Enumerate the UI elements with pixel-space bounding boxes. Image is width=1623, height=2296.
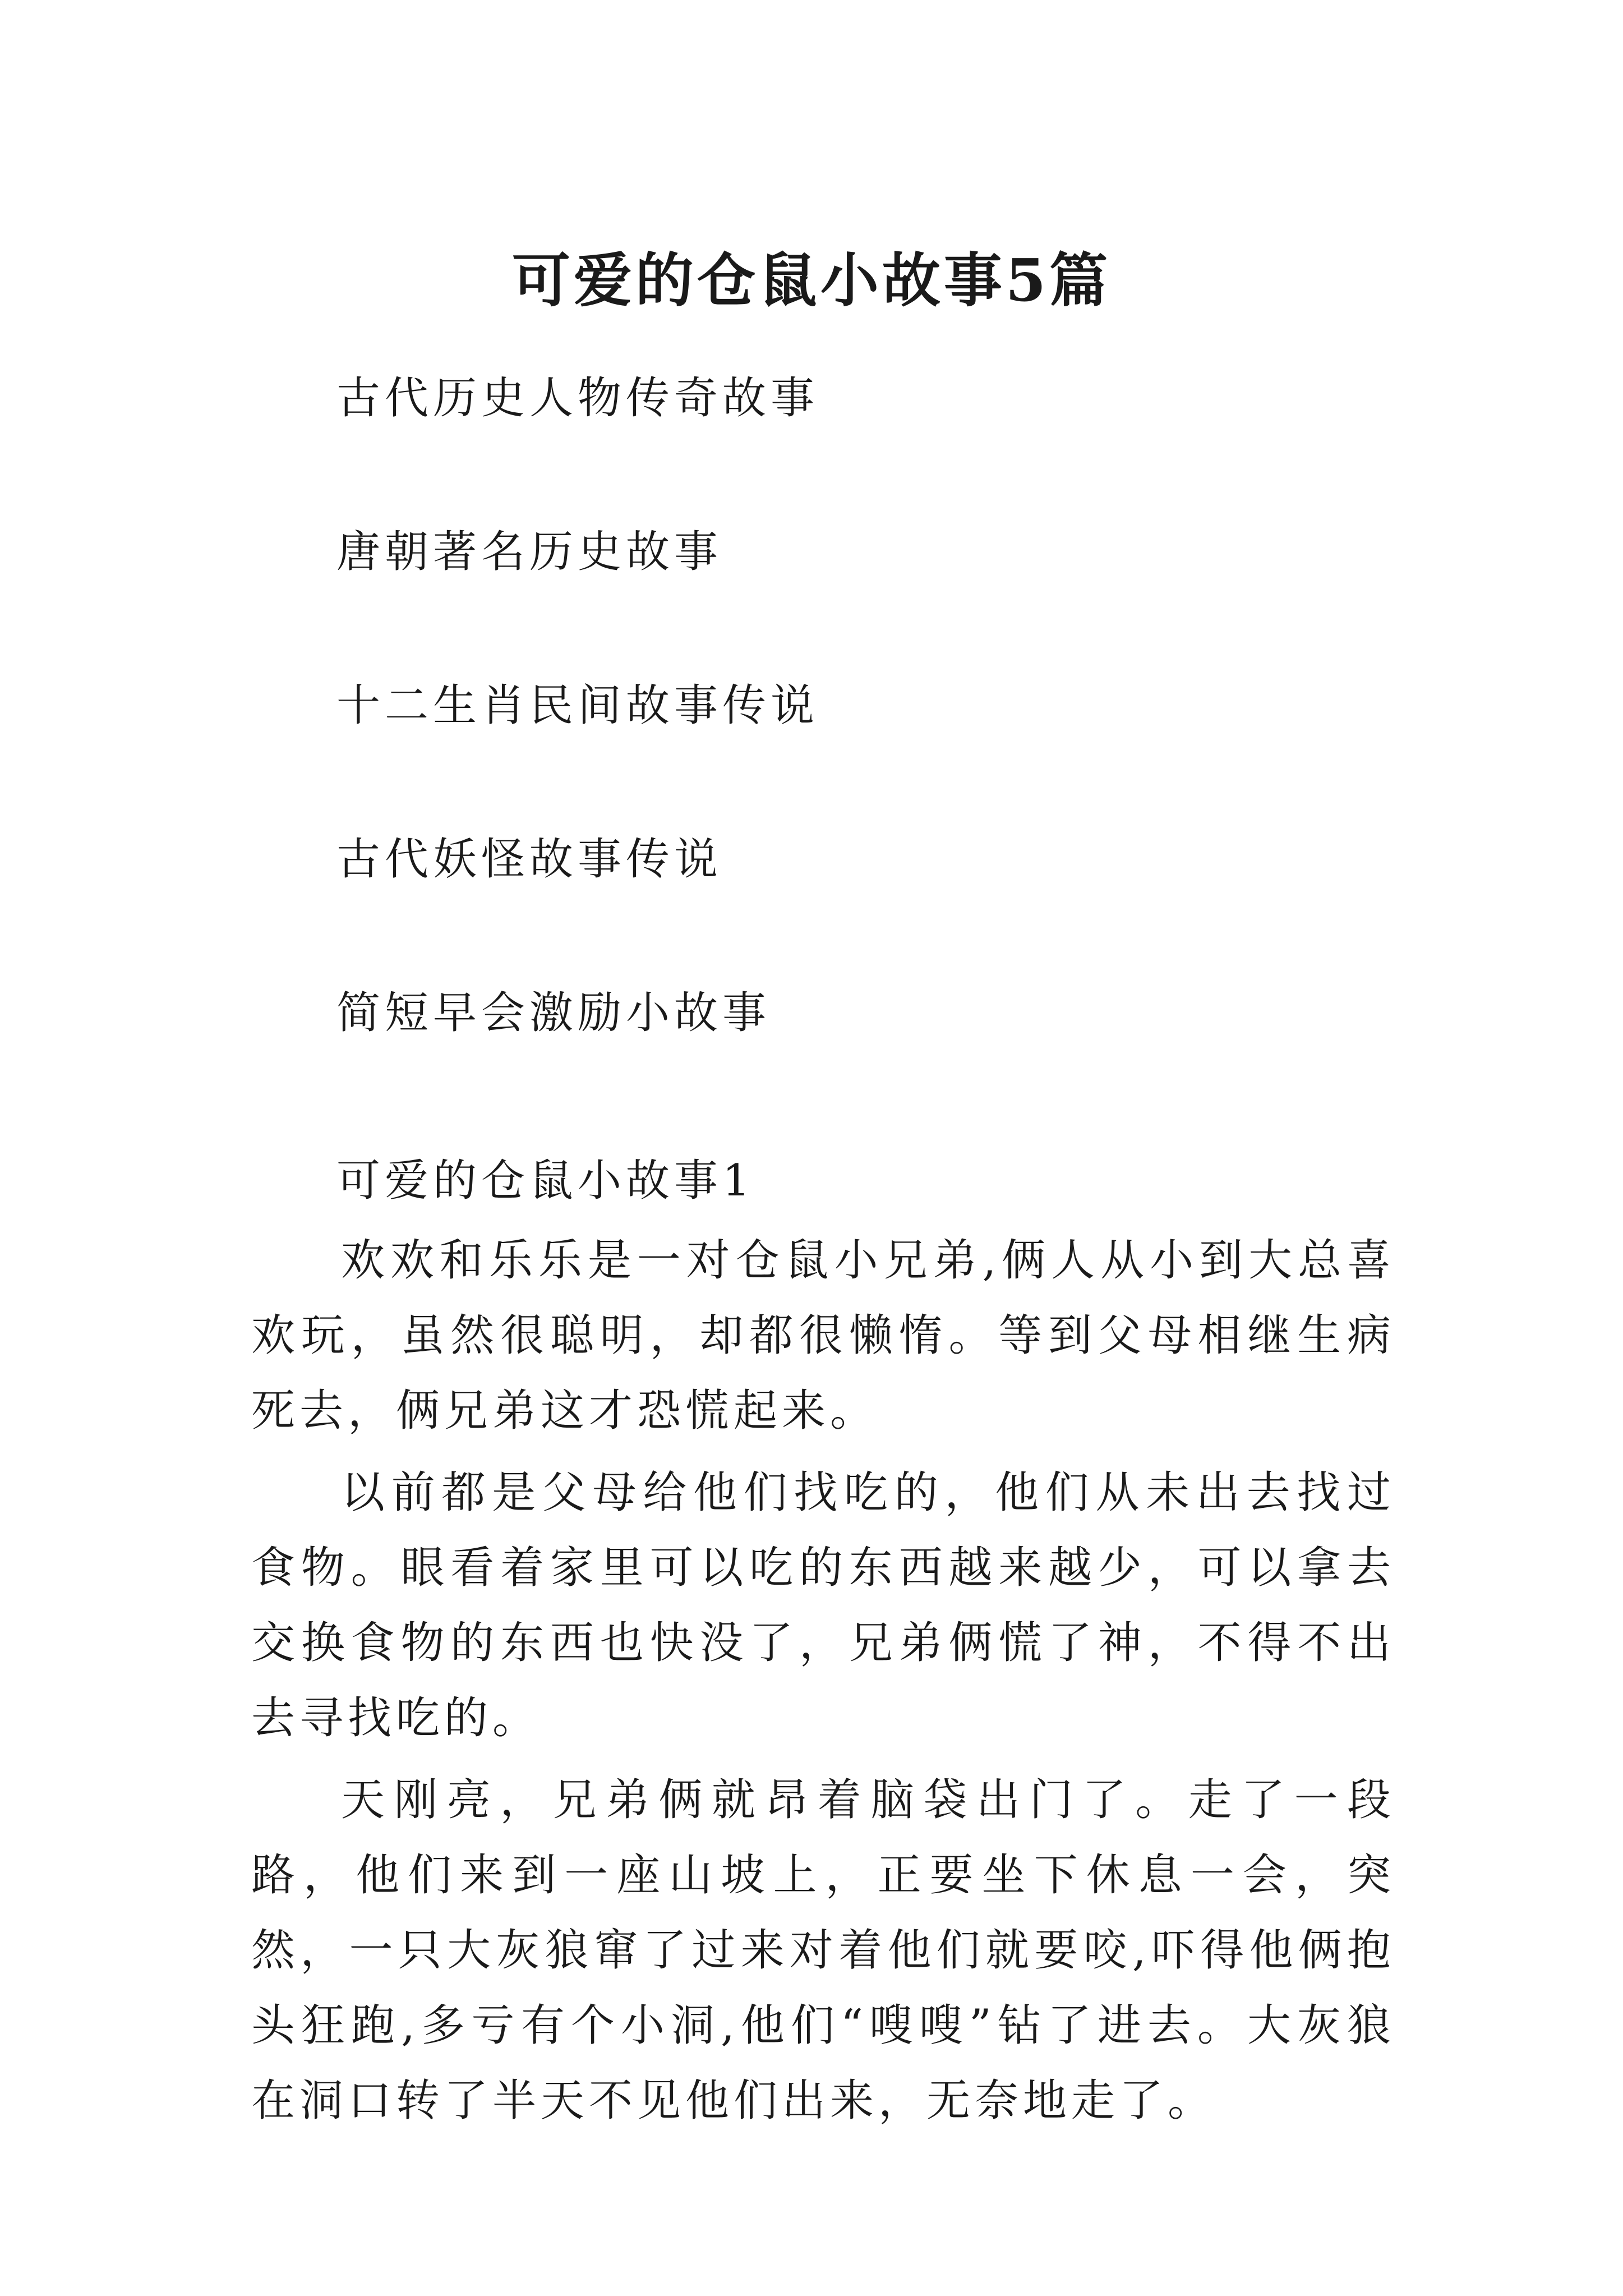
related-link[interactable]: 古代历史人物传奇故事 bbox=[336, 373, 819, 424]
story-heading: 可爱的仓鼠小故事1 bbox=[336, 1156, 755, 1206]
related-link[interactable]: 唐朝著名历史故事 bbox=[336, 527, 723, 577]
related-links-list bbox=[336, 370, 1458, 1139]
document-title: 可爱的仓鼠小故事5篇 bbox=[511, 245, 1112, 315]
story-paragraph: 以前都是父母给他们找吃的，他们从未出去找过食物。眼看着家里可以吃的东西越来越少，可以拿去交换食物的东西也快没了，兄弟俩慌了神，不得不出去寻找吃的。 bbox=[251, 1467, 1395, 1743]
related-link[interactable]: 古代妖怪故事传说 bbox=[336, 834, 723, 885]
story-paragraph: 欢欢和乐乐是一对仓鼠小兄弟,俩人从小到大总喜欢玩，虽然很聪明，却都很懒惰。等到父母相继生病死去，俩兄弟这才恐慌起来。 bbox=[251, 1235, 1395, 1436]
story-body bbox=[251, 1223, 1395, 2145]
related-link[interactable]: 十二生肖民间故事传说 bbox=[336, 680, 819, 731]
related-link[interactable]: 简短早会激励小故事 bbox=[336, 988, 771, 1038]
story-paragraph: 天刚亮，兄弟俩就昂着脑袋出门了。走了一段路，他们来到一座山坡上，正要坐下休息一会，突然，一只大灰狼窜了过来对着他们就要咬,吓得他俩抱头狂跑,多亏有个小洞,他们“嗖嗖”钻了进去。大灰狼在洞口转了半天不见他们出来，无奈地走了。 bbox=[251, 1775, 1395, 2126]
